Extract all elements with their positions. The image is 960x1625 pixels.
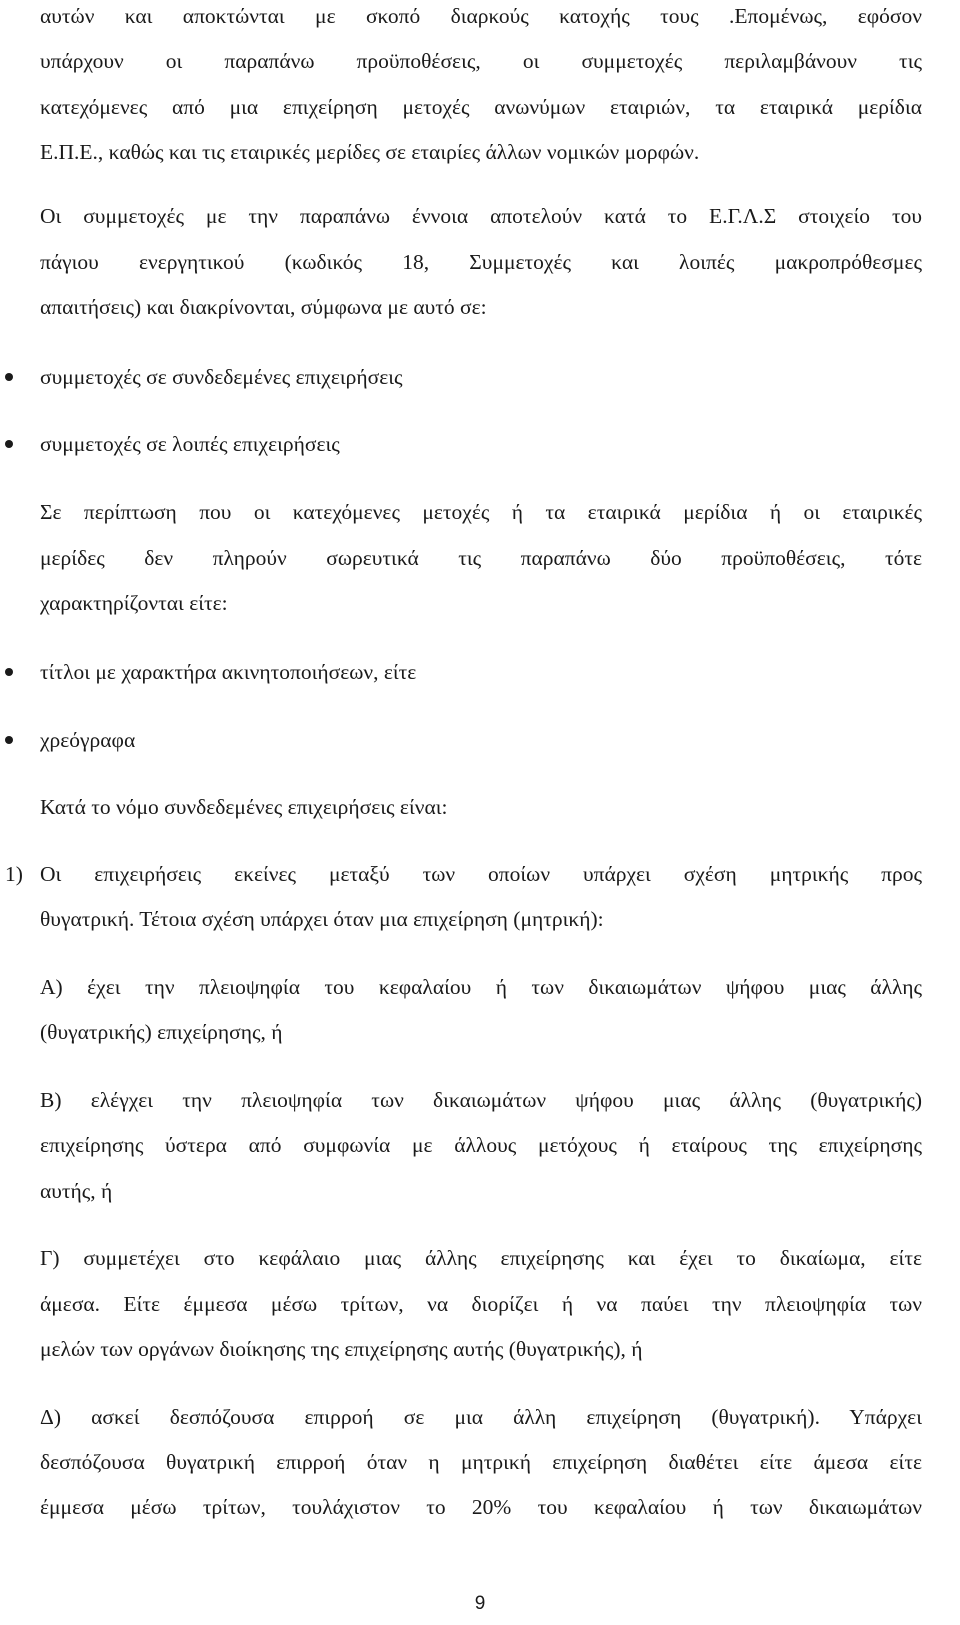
list-item-text: συμμετοχές σε συνδεδεμένες επιχειρήσεις: [40, 365, 403, 389]
text-line: επιχείρησης ύστερα από συμφωνία με άλλους μετόχους ή εταίρους της επιχείρησης: [40, 1133, 922, 1157]
text-line: Β) ελέγχει την πλειοψηφία των δικαιωμάτων ψήφου μιας άλλης (θυγατρικής): [40, 1088, 922, 1112]
text-line: χαρακτηρίζονται είτε:: [40, 591, 228, 615]
text-line: κατεχόμενες από μια επιχείρηση μετοχές ανωνύμων εταιριών, τα εταιρικά μερίδια: [40, 95, 922, 119]
text-line: άμεσα. Είτε έμμεσα μέσω τρίτων, να διορίζει ή να παύει την πλειοψηφία των: [40, 1292, 922, 1316]
text-line: αυτής, ή: [40, 1179, 113, 1203]
text-line: Γ) συμμετέχει στο κεφάλαιο μιας άλλης επιχείρησης και έχει το δικαίωμα, είτε: [40, 1246, 922, 1270]
list-item: [40, 657, 922, 687]
text-line: έμμεσα μέσω τρίτων, τουλάχιστον το 20% του κεφαλαίου ή των δικαιωμάτων: [40, 1495, 922, 1519]
text-line: Α) έχει την πλειοψηφία του κεφαλαίου ή των δικαιωμάτων ψήφου μιας άλλης: [40, 975, 922, 999]
text-line: απαιτήσεις) και διακρίνονται, σύμφωνα με αυτό σε:: [40, 295, 487, 319]
list-item-text: τίτλοι με χαρακτήρα ακινητοποιήσεων, είτε: [40, 660, 417, 684]
text-line: Σε περίπτωση που οι κατεχόμενες μετοχές ή τα εταιρικά μερίδια ή οι εταιρικές: [40, 500, 922, 524]
text-line: Ε.Π.Ε., καθώς και τις εταιρικές μερίδες σε εταιρίες άλλων νομικών μορφών.: [40, 140, 700, 164]
list-item: [40, 429, 922, 459]
list-item-text: χρεόγραφα: [40, 728, 136, 752]
text-line: Οι επιχειρήσεις εκείνες μεταξύ των οποίων υπάρχει σχέση μητρικής προς: [40, 862, 922, 886]
bullet-icon: [5, 440, 13, 448]
text-line: αυτών και αποκτώνται με σκοπό διαρκούς κατοχής τους .Επομένως, εφόσον: [40, 4, 922, 28]
text-line: θυγατρική. Τέτοια σχέση υπάρχει όταν μια επιχείρηση (μητρική):: [40, 907, 604, 931]
list-item: [40, 362, 922, 392]
list-item-text: συμμετοχές σε λοιπές επιχειρήσεις: [40, 432, 340, 456]
text-line: (θυγατρικής) επιχείρησης, ή: [40, 1020, 283, 1044]
text-line: Δ) ασκεί δεσπόζουσα επιρροή σε μια άλλη επιχείρηση (θυγατρική). Υπάρχει: [40, 1405, 922, 1429]
text-line: μερίδες δεν πληρούν σωρευτικά τις παραπάνω δύο προϋποθέσεις, τότε: [40, 546, 922, 570]
text-line: πάγιου ενεργητικού (κωδικός 18, Συμμετοχές και λοιπές μακροπρόθεσμες: [40, 250, 922, 274]
bullet-icon: [5, 736, 13, 744]
page-number: 9: [474, 1593, 486, 1614]
text-line: δεσπόζουσα θυγατρική επιρροή όταν η μητρική επιχείρηση διαθέτει είτε άμεσα είτε: [40, 1450, 922, 1474]
text-line: Οι συμμετοχές με την παραπάνω έννοια αποτελούν κατά το Ε.Γ.Λ.Σ στοιχείο του: [40, 204, 922, 228]
paragraph-affiliated-definition: Κατά το νόμο συνδεδεμένες επιχειρήσεις είναι:: [40, 795, 448, 819]
list-item: [40, 725, 922, 755]
bullet-icon: [5, 373, 13, 381]
bullet-icon: [5, 668, 13, 676]
text-line: υπάρχουν οι παραπάνω προϋποθέσεις, οι συμμετοχές περιλαμβάνουν τις: [40, 49, 922, 73]
text-line: μελών των οργάνων διοίκησης της επιχείρησης αυτής (θυγατρικής), ή: [40, 1337, 643, 1361]
item-number: 1): [5, 862, 23, 886]
